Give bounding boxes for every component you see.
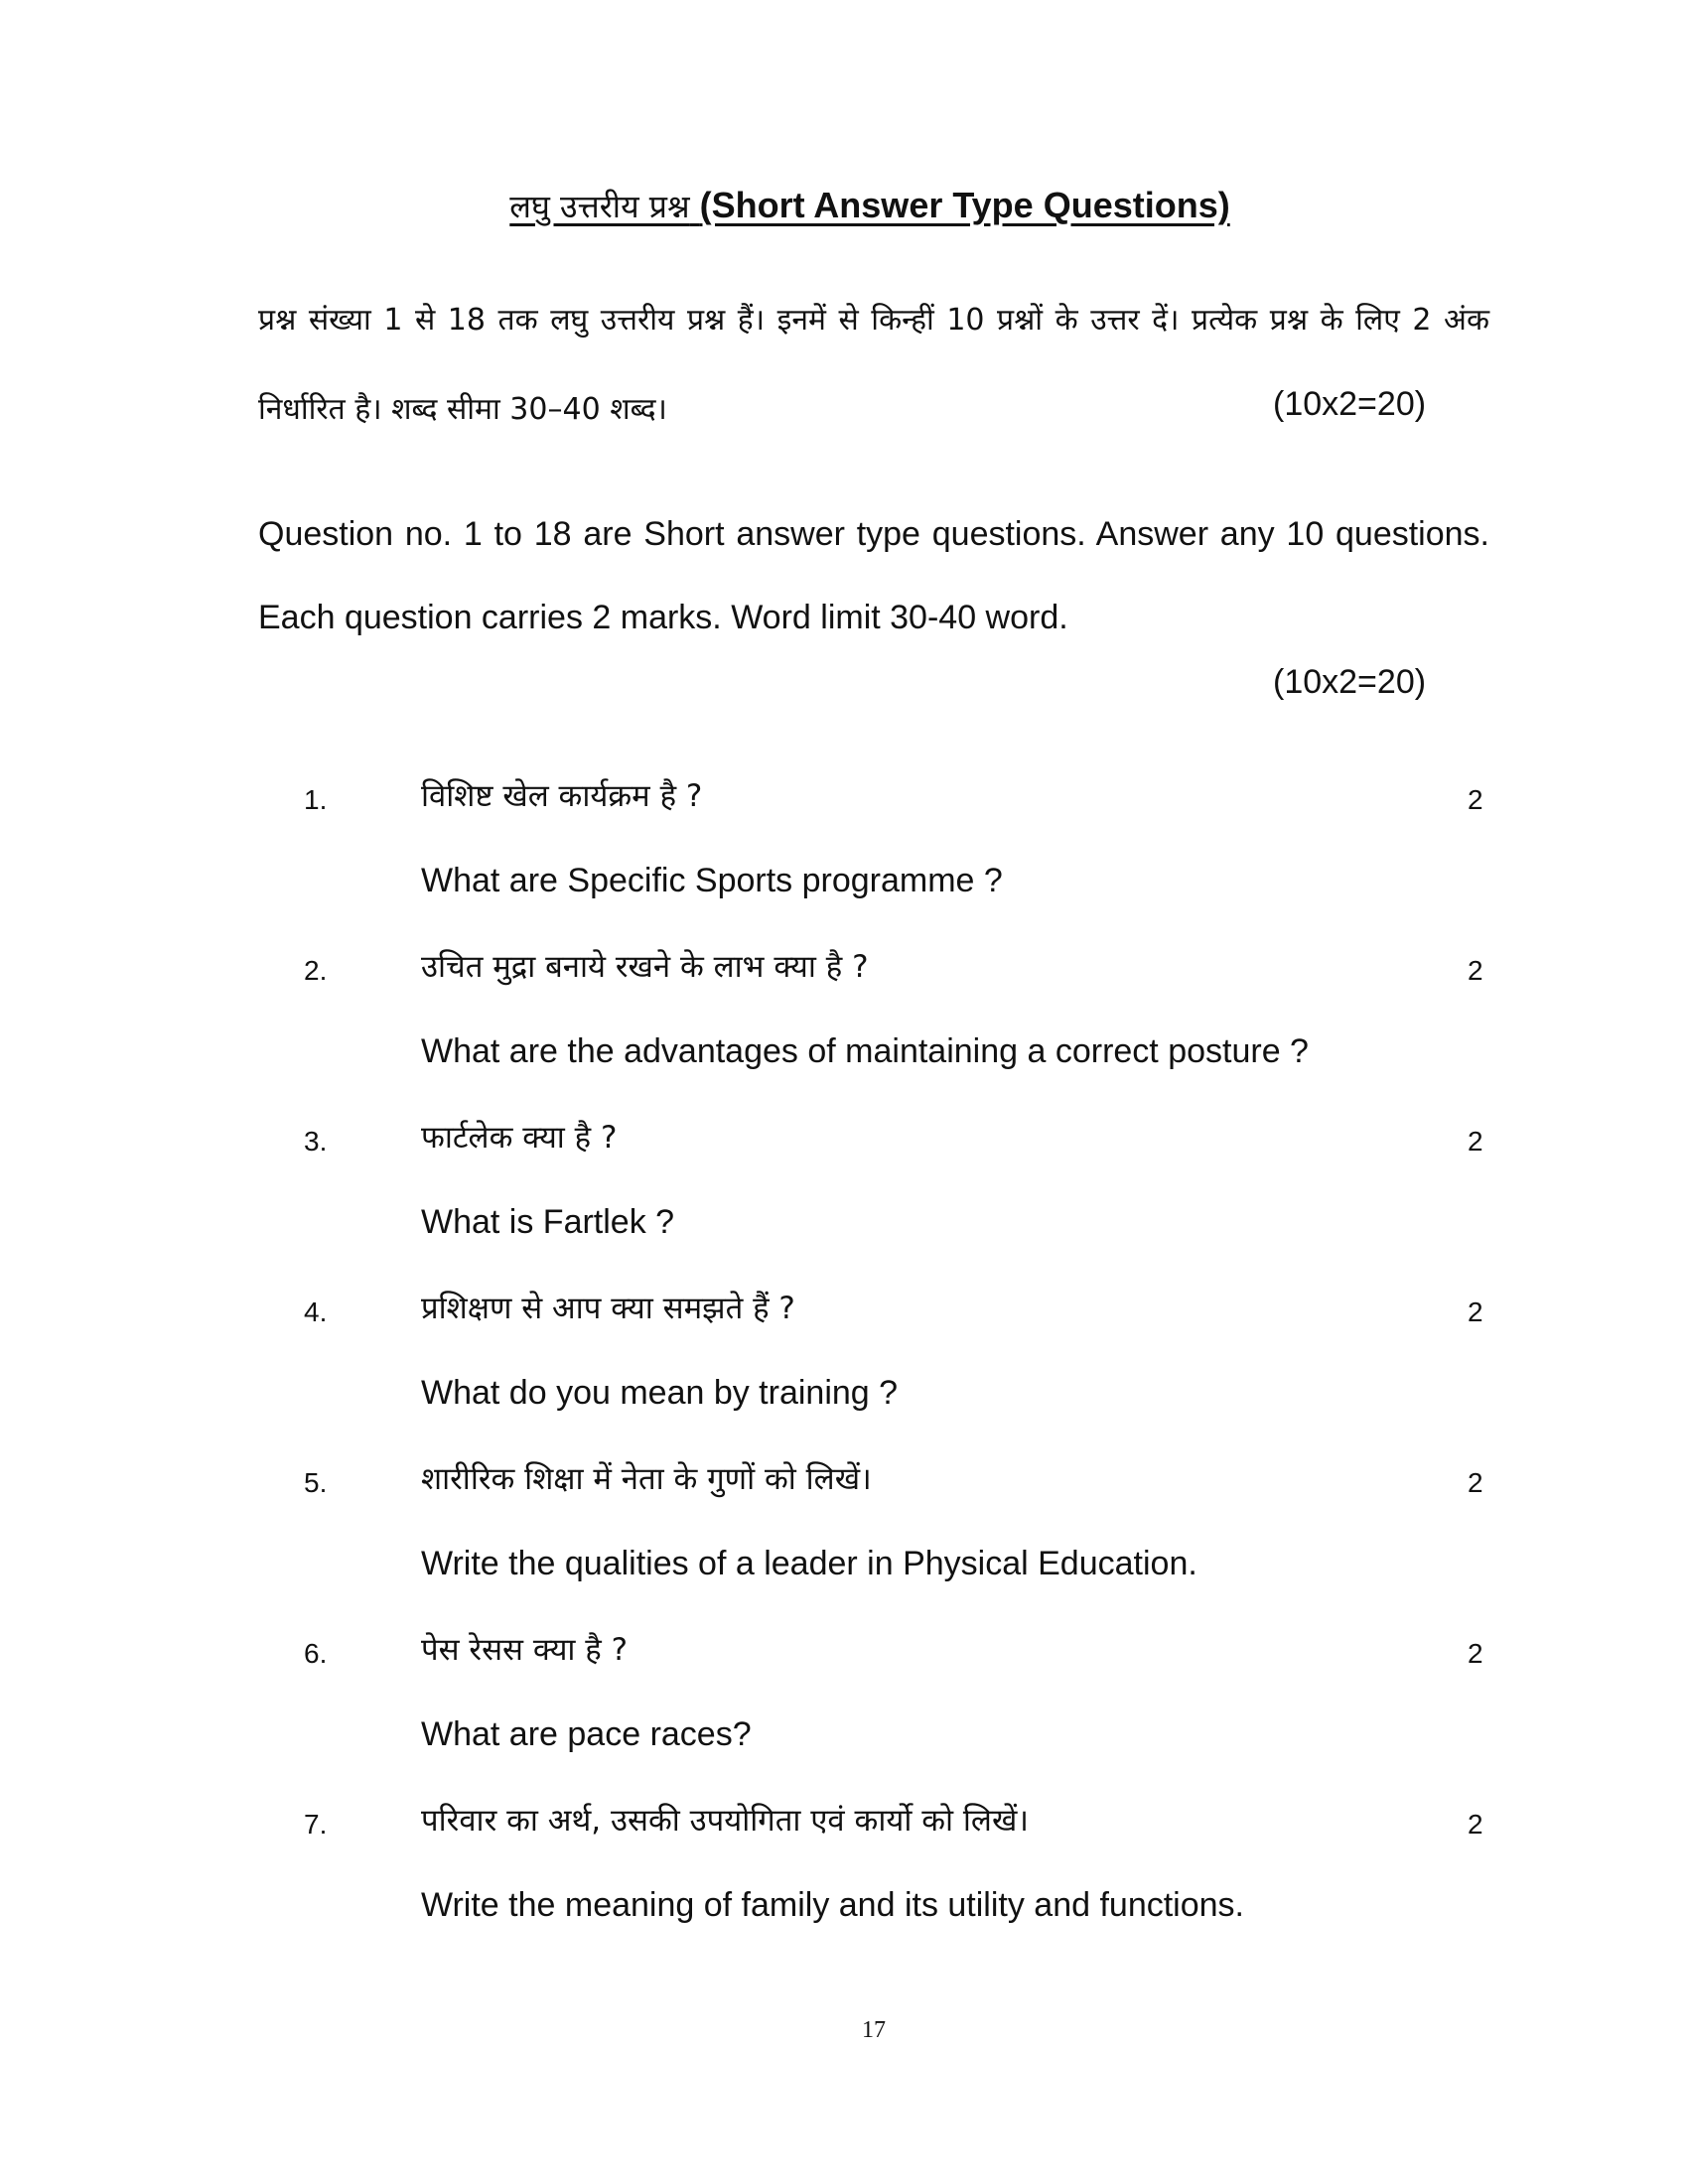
instructions-hindi: प्रश्न संख्या 1 से 18 तक लघु उत्तरीय प्रश्न हैं। इनमें से किन्हीं 10 प्रश्नों के उत्तर दें। प्रत्येक प्रश्न के लिए 2 अंक निर्धारित है। शब्द सीमा 30–40 शब्द। <box>258 303 1489 427</box>
instructions-hindi-marks: (10x2=20) <box>1273 385 1427 423</box>
question-number: 7. <box>304 1809 328 1840</box>
question-hindi: शारीरिक शिक्षा में नेता के गुणों को लिखें। <box>421 1461 872 1497</box>
question-number: 5. <box>304 1467 328 1498</box>
question-hindi: परिवार का अर्थ, उसकी उपयोगिता एवं कार्यो को लिखें। <box>421 1803 1030 1839</box>
question-number: 6. <box>304 1638 328 1669</box>
question-number: 3. <box>304 1126 328 1157</box>
question-english: What are pace races? <box>421 1715 752 1753</box>
question-marks: 2 <box>1468 1467 1483 1498</box>
question-hindi: फार्टलेक क्या है ? <box>421 1120 618 1156</box>
section-title <box>0 185 1688 227</box>
question-number: 2. <box>304 955 328 986</box>
question-marks: 2 <box>1468 1297 1483 1327</box>
question-marks: 2 <box>1468 955 1483 986</box>
question-english: What are Specific Sports programme ? <box>421 862 1003 899</box>
question-english: What is Fartlek ? <box>421 1203 675 1241</box>
question-marks: 2 <box>1468 1638 1483 1669</box>
instructions-english-marks: (10x2=20) <box>1273 663 1427 701</box>
question-number: 4. <box>304 1297 328 1327</box>
question-marks: 2 <box>1468 784 1483 815</box>
instructions-english: Question no. 1 to 18 are Short answer type questions. Answer any 10 questions. Each question carries 2 marks. Word limit 30-40 word. <box>258 515 1489 636</box>
page-number: 17 <box>862 2017 886 2043</box>
question-hindi: प्रशिक्षण से आप क्या समझते हैं ? <box>421 1291 795 1326</box>
section-title-hindi: लघु उत्तरीय प्रश्न <box>509 188 690 225</box>
question-number: 1. <box>304 784 328 815</box>
question-english: Write the meaning of family and its utility and functions. <box>421 1886 1244 1924</box>
question-english: What do you mean by training ? <box>421 1374 899 1412</box>
question-marks: 2 <box>1468 1126 1483 1157</box>
question-marks: 2 <box>1468 1809 1483 1840</box>
question-hindi: पेस रेसस क्या है ? <box>421 1632 629 1668</box>
question-english: What are the advantages of maintaining a correct posture ? <box>421 1032 1309 1070</box>
question-hindi: विशिष्ट खेल कार्यक्रम है ? <box>421 778 703 814</box>
section-title-english: (Short Answer Type Questions) <box>699 185 1230 225</box>
question-hindi: उचित मुद्रा बनाये रखने के लाभ क्या है ? <box>421 949 869 985</box>
question-english: Write the qualities of a leader in Physical Education. <box>421 1545 1197 1582</box>
